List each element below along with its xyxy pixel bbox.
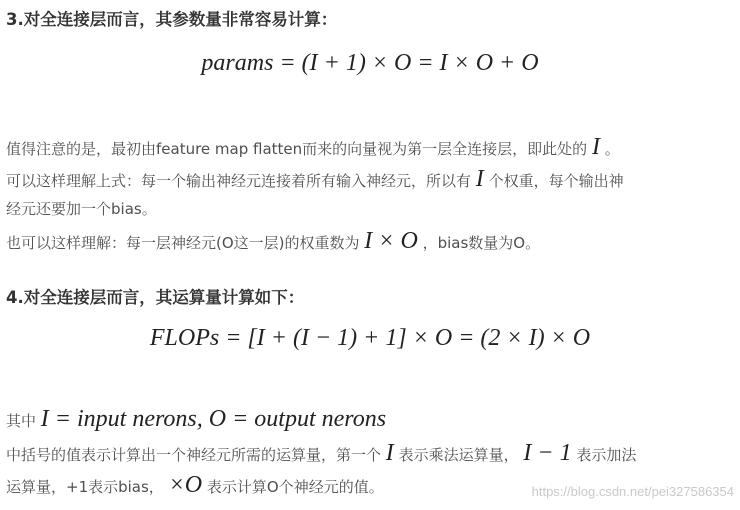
s4p1-text-b: 表示乘法运算量， xyxy=(398,446,519,464)
section3-paragraph-1 xyxy=(6,134,620,161)
s4p1-text-a: 中括号的值表示计算出一个神经元所需的运算量，第一个 xyxy=(6,446,382,464)
p2-text-b: 个权重，每个输出神 xyxy=(488,172,624,190)
p1-math-i: I xyxy=(591,134,600,160)
def-prefix: 其中 xyxy=(6,412,37,430)
section4-heading: 4.对全连接层而言，其运算量计算如下： xyxy=(6,288,305,307)
s4p2-text-b: 表示计算O个神经元的值。 xyxy=(206,478,384,496)
p1-end: 。 xyxy=(604,140,620,158)
params-equation-lhs: params xyxy=(201,50,274,76)
watermark: https://blog.csdn.net/pei327586354 xyxy=(531,484,734,499)
p3-text-b: ，bias数量为O。 xyxy=(422,234,541,252)
section3-paragraph-3 xyxy=(6,228,540,255)
section3-paragraph-2-line1 xyxy=(6,166,624,193)
s4p2-text-a: 运算量，+1表示bias， xyxy=(6,478,164,496)
s4p1-math-i: I xyxy=(385,440,394,466)
p2-text-a: 可以这样理解上式：每一个输出神经元连接着所有输入神经元，所以有 xyxy=(6,172,472,190)
flops-equation-rhs: = [I + (I − 1) + 1] × O = (2 × I) × O xyxy=(225,325,591,351)
p2-math-i: I xyxy=(475,166,484,192)
def-math: I = input nerons, O = output nerons xyxy=(40,406,387,432)
section4-paragraph-2 xyxy=(6,472,384,499)
p3-math-ixo: I × O xyxy=(364,228,418,254)
section3-heading: 3.对全连接层而言，其参数量非常容易计算： xyxy=(6,10,338,29)
s4p1-math-i-minus-1: I − 1 xyxy=(523,440,572,466)
flops-equation xyxy=(0,325,740,352)
p1-text: 值得注意的是，最初由feature map flatten而来的向量视为第一层全连接层，即此处的 xyxy=(6,140,588,158)
section3-paragraph-2-line2: 经元还要加一个bias。 xyxy=(6,200,157,218)
section4-paragraph-1 xyxy=(6,440,636,467)
section4-definition xyxy=(6,406,386,433)
params-equation xyxy=(0,50,740,77)
params-equation-rhs: = (I + 1) × O = I × O + O xyxy=(279,50,539,76)
flops-equation-lhs: FLOPs xyxy=(149,325,220,351)
s4p2-math-times-o: ×O xyxy=(168,472,203,498)
p3-text-a: 也可以这样理解：每一层神经元(O这一层)的权重数为 xyxy=(6,234,360,252)
s4p1-text-c: 表示加法 xyxy=(576,446,637,464)
